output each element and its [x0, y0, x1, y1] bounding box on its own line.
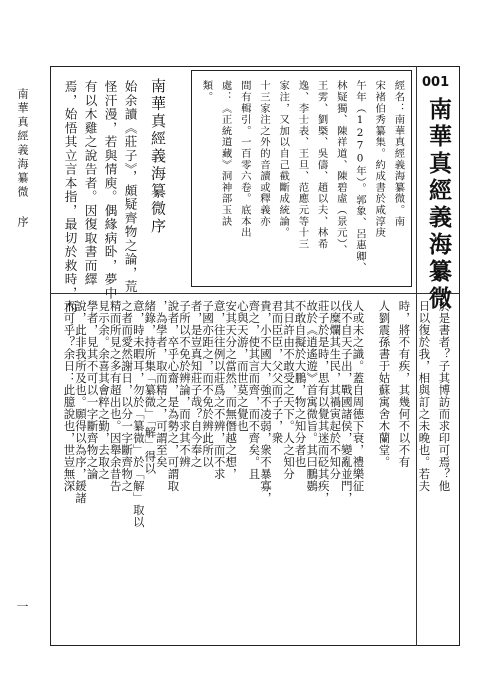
preface-column: 安其天分之當然，而無僭越之想， — [224, 300, 239, 480]
preface-column: 緒錄，持所集「纂微」「解」得以 — [143, 300, 158, 475]
preface-column: 見示余。余喜其會粹之勤，去取之 — [97, 300, 112, 480]
entry-title: 南華真經義海纂微 — [425, 97, 452, 313]
note-column: 家注，又加以自己截斷成統論。 — [277, 80, 290, 239]
note-column: 王雱、劉槩、吳儔、趙以夫、林希 — [315, 80, 328, 250]
preface-column: 意，往往例以莊爲之不辨，而不求 — [212, 300, 227, 480]
preface-column: 者，是豈真知莊子哉？自今奉之 — [189, 300, 204, 468]
preface-column: 始余讀《莊子》，頗疑齊物之論，荒 — [122, 80, 138, 294]
preface-column: 不敢自擬於大鵬，物之知分者也 — [293, 300, 308, 468]
preface-column: 焉，始悟其立言本指，最切於救時，而 — [62, 80, 78, 314]
note-column: 十三家注之外的音讀或釋義亦 — [258, 80, 270, 227]
preface-column: 之者而愛然謝日，以分一字斷齊物之 — [120, 300, 135, 492]
note-column: 逸、李士表、王旦、范應元等十三 — [296, 80, 309, 250]
preface-column: 有以木雞之說告者。因復取書而繹 — [82, 80, 98, 287]
preface-closing-column: 人劉震孫書于姑蘇寓舍木蘭堂。 — [377, 300, 392, 468]
preface-column: 君而臣臣，父父而子子，衆 — [270, 300, 285, 444]
preface-column: 精而所見之多有超出也。因舉余昔告 — [108, 300, 123, 492]
preface-column: 意，時未暇耳，勿於「纂微」於「解」取以 — [131, 300, 146, 528]
preface-column: 子國亦距之，而不免於辨此所以 — [201, 300, 216, 468]
preface-column: 莊子於是時，思有以覺其迷而砭其疾， — [316, 300, 331, 504]
page-number: 一 — [15, 600, 29, 612]
note-column: 類。 — [200, 80, 213, 103]
preface-column: 伐不自天子出，戰國諸侯，變亂並門， — [339, 300, 354, 504]
preface-closing-column: 時，將不有疾，其幾何不以不有 — [397, 300, 412, 468]
preface-column: 學者，見其不可以一字斷齊物之論 — [85, 300, 100, 480]
preface-title: 南華真經義海纂微序 — [149, 78, 167, 236]
note-column: 處：《正統道藏》洞神部玉訣 — [219, 80, 232, 227]
preface-column: 木可乎？余日：此臆說也，世豈無深 — [62, 300, 77, 492]
preface-column: 齊之，使其言而齊，而不齊矣。且 — [247, 300, 262, 480]
preface-column: 人或未之識。蓋自周德下衰，禮樂征 — [351, 300, 366, 492]
preface-column: 子所以不免於辨論，而求其不辨 — [178, 300, 192, 468]
preface-column: 故於《逍遙遊》首寓微旨。其曰鵬鷃 — [305, 300, 320, 492]
note-column: 宋褚伯秀纂集。約成書於咸淳庚 — [373, 80, 386, 239]
book-spine-title: 南華真經義海纂微 序 — [16, 88, 29, 230]
preface-column: ，為學者，取而精之，可謂至矣 — [154, 300, 169, 468]
preface-column: 以糜爛其生民，其禍寅起於不知分 — [328, 300, 343, 480]
note-column: 經名：南華真經義海纂微。南 — [392, 80, 405, 227]
note-column: 林疑獨、陳祥道、陳碧虛（景元）、 — [334, 80, 347, 256]
preface-column: 其日許由不敢受之天下。人之知分 — [282, 300, 297, 480]
note-column: 午年（1270年）。郭象、呂惠卿、 — [354, 80, 366, 274]
preface-column: 心與天游，而世莫之覺也 — [235, 300, 250, 432]
preface-closing-column: 日以復於我，相與訂之未晚也。若夫 — [417, 300, 432, 492]
preface-column: 說，此非我所及也。願得以為序，鍰諸 — [73, 300, 88, 504]
preface-closing-column: 於是書者？子其博訪而求印可焉？他 — [437, 300, 452, 492]
preface-column: 怪汗漫，若與情庾。偶緣病卧，夢中 — [102, 80, 118, 300]
preface-column: 說者，卒乎心齋，是為勢之，可謂取 — [166, 300, 181, 492]
entry-number: 001 — [422, 75, 450, 90]
note-column: 間有輯引。一百零六卷。底本出 — [238, 80, 251, 239]
preface-column: 貴，小不國大，強不凌弱，衆不暴寡， — [258, 300, 273, 504]
